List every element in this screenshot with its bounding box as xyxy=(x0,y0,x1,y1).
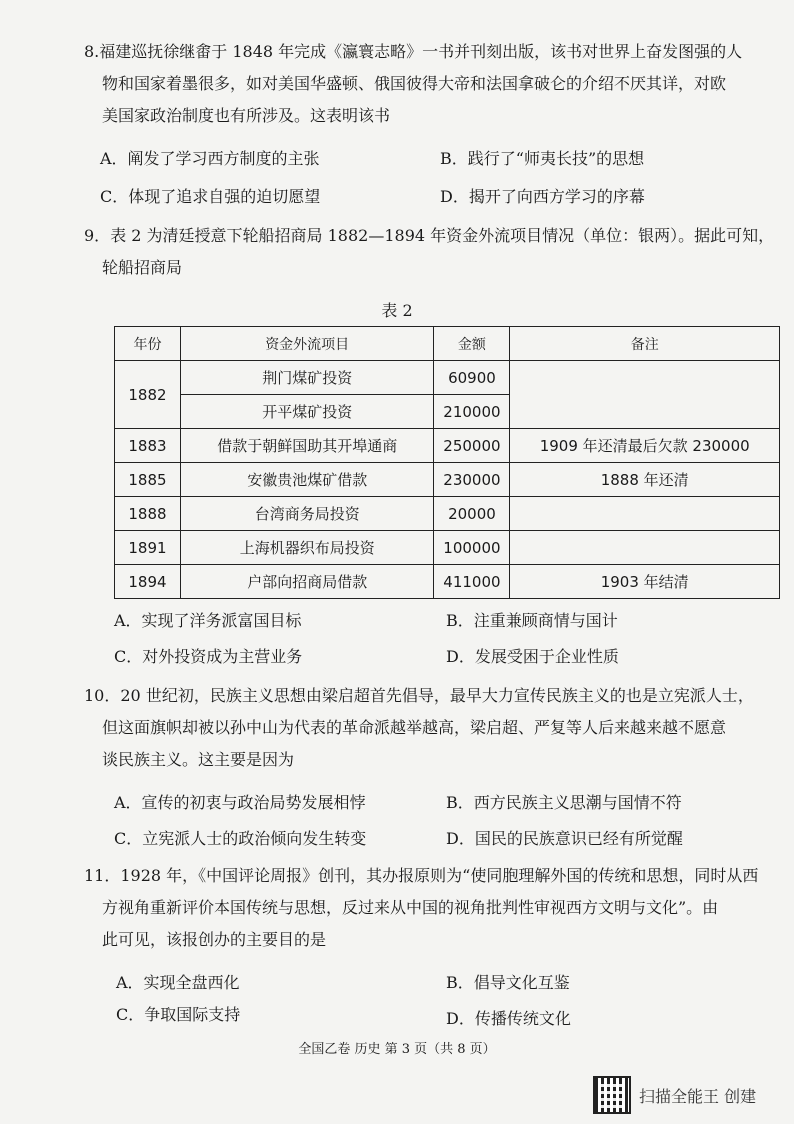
table-row xyxy=(115,429,780,463)
cell-item: 安徽贵池煤矿借款 xyxy=(180,463,434,497)
question-9 xyxy=(84,220,775,284)
cell-note xyxy=(510,361,780,429)
table-row xyxy=(115,361,780,395)
q9-number: 9． xyxy=(84,226,111,245)
q8-line-3: 美国家政治制度也有所涉及。这表明该书 xyxy=(102,106,391,125)
table-row xyxy=(115,565,780,599)
q11-line-1: 11．1928 年，《中国评论周报》创刊，其办报原则为“使同胞理解外国的传统和思想，同时从西 xyxy=(84,860,764,892)
cell-item: 上海机器织布局投资 xyxy=(180,531,434,565)
q9-line-2: 轮船招商局 xyxy=(102,258,183,277)
cell-note: 1888 年还清 xyxy=(510,463,780,497)
cell-item: 户部向招商局借款 xyxy=(180,565,434,599)
cell-year: 1888 xyxy=(115,497,181,531)
q11-option-d[interactable]: D．传播传统文化 xyxy=(446,1009,571,1028)
q11-line-2: 方视角重新评价本国传统与思想，反过来从中国的视角批判性审视西方文明与文化”。由 xyxy=(102,898,719,917)
q10-option-a[interactable]: A．宣传的初衷与政治局势发展相悖 xyxy=(114,793,366,812)
cell-amount: 230000 xyxy=(434,463,510,497)
q11-option-c[interactable]: C．争取国际支持 xyxy=(116,1005,241,1024)
cell-amount: 411000 xyxy=(434,565,510,599)
q9-option-d[interactable]: D．发展受困于企业性质 xyxy=(446,647,619,666)
q9-option-a[interactable]: A．实现了洋务派富国目标 xyxy=(114,611,302,630)
q11-option-b[interactable]: B．倡导文化互鉴 xyxy=(446,973,570,992)
cell-amount: 60900 xyxy=(434,361,510,395)
cell-year: 1891 xyxy=(115,531,181,565)
q9-option-b[interactable]: B．注重兼顾商情与国计 xyxy=(446,611,618,630)
header-note: 备注 xyxy=(510,327,780,361)
cell-item: 借款于朝鲜国助其开埠通商 xyxy=(180,429,434,463)
q10-option-b[interactable]: B．西方民族主义思潮与国情不符 xyxy=(446,793,682,812)
cell-year: 1883 xyxy=(115,429,181,463)
table-row xyxy=(115,497,780,531)
question-8 xyxy=(84,36,764,132)
q9-option-c[interactable]: C．对外投资成为主营业务 xyxy=(114,647,303,666)
cell-note: 1909 年还清最后欠款 230000 xyxy=(510,429,780,463)
cell-item: 开平煤矿投资 xyxy=(180,395,434,429)
table-row xyxy=(115,531,780,565)
q10-line-3: 谈民族主义。这主要是因为 xyxy=(102,750,295,769)
q10-number: 10． xyxy=(84,686,121,705)
cell-item: 荆门煤矿投资 xyxy=(180,361,434,395)
header-item: 资金外流项目 xyxy=(180,327,434,361)
scan-watermark xyxy=(593,1076,756,1114)
capital-outflow-table xyxy=(114,326,780,599)
q8-option-d[interactable]: D．揭开了向西方学习的序幕 xyxy=(440,187,645,206)
cell-note xyxy=(510,531,780,565)
question-11 xyxy=(84,860,764,956)
cell-year: 1885 xyxy=(115,463,181,497)
q10-option-c[interactable]: C．立宪派人士的政治倾向发生转变 xyxy=(114,829,367,848)
qr-code-icon xyxy=(593,1076,631,1114)
cell-amount: 210000 xyxy=(434,395,510,429)
cell-year: 1894 xyxy=(115,565,181,599)
q8-option-c[interactable]: C．体现了追求自强的迫切愿望 xyxy=(100,187,321,206)
cell-note xyxy=(510,497,780,531)
q8-line-2: 物和国家着墨很多，如对美国华盛顿、俄国彼得大帝和法国拿破仑的介绍不厌其详，对欧 xyxy=(102,74,727,93)
question-10 xyxy=(84,680,764,776)
table-row xyxy=(115,463,780,497)
q11-number: 11． xyxy=(84,866,121,885)
cell-note: 1903 年结清 xyxy=(510,565,780,599)
q8-option-a[interactable]: A．阐发了学习西方制度的主张 xyxy=(100,149,320,168)
q8-number: 8. xyxy=(84,42,100,61)
q10-line-2: 但这面旗帜却被以孙中山为代表的革命派越举越高，梁启超、严复等人后来越来越不愿意 xyxy=(102,718,727,737)
cell-item: 台湾商务局投资 xyxy=(180,497,434,531)
q9-line-1: 9．表 2 为清廷授意下轮船招商局 1882—1894 年资金外流项目情况（单位：银两）。据此可知， xyxy=(84,220,764,252)
q11-line-3: 此可见，该报创办的主要目的是 xyxy=(102,930,327,949)
table-header-row xyxy=(115,327,780,361)
q10-line-1: 10．20 世纪初，民族主义思想由梁启超首先倡导，最早大力宣传民族主义的也是立宪派人士， xyxy=(84,680,764,712)
q8-line-1: 8.福建巡抚徐继畬于 1848 年完成《瀛寰志略》一书并刊刻出版，该书对世界上奋发图强的人 xyxy=(84,36,764,68)
table-caption: 表 2 xyxy=(381,301,413,320)
header-amount: 金额 xyxy=(434,327,510,361)
cell-amount: 20000 xyxy=(434,497,510,531)
cell-amount: 250000 xyxy=(434,429,510,463)
page-footer: 全国乙卷 历史 第 3 页（共 8 页） xyxy=(298,1042,496,1057)
q11-option-a[interactable]: A．实现全盘西化 xyxy=(116,973,240,992)
header-year: 年份 xyxy=(115,327,181,361)
cell-year: 1882 xyxy=(115,361,181,429)
q10-option-d[interactable]: D．国民的民族意识已经有所觉醒 xyxy=(446,829,683,848)
scan-watermark-text: 扫描全能王 创建 xyxy=(639,1086,757,1106)
q8-option-b[interactable]: B．践行了“师夷长技”的思想 xyxy=(440,149,645,168)
cell-amount: 100000 xyxy=(434,531,510,565)
